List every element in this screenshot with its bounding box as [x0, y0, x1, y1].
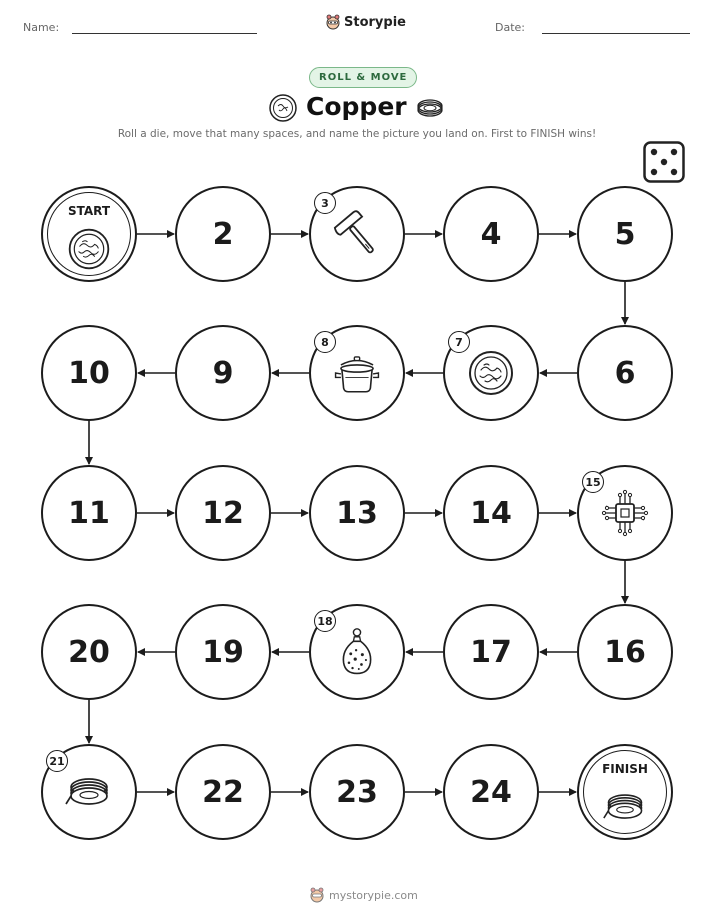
game-type-badge: ROLL & MOVE: [309, 67, 417, 88]
board-space-17[interactable]: [443, 604, 539, 700]
space-number: 17: [470, 634, 512, 670]
board-space-22[interactable]: [175, 744, 271, 840]
cooking-pot-icon: [332, 348, 382, 398]
board-space-8[interactable]: [309, 325, 405, 421]
board-space-2[interactable]: [175, 186, 271, 282]
space-number: 22: [202, 774, 244, 810]
space-number-badge: 18: [314, 610, 336, 632]
space-number-badge: 8: [314, 331, 336, 353]
space-number: 9: [212, 355, 234, 391]
finish-space[interactable]: [577, 744, 673, 840]
board-space-21[interactable]: [41, 744, 137, 840]
space-number-badge: 3: [314, 192, 336, 214]
board-space-19[interactable]: [175, 604, 271, 700]
footer-site: mystorypie.com: [329, 888, 418, 902]
finish-label: FINISH: [602, 762, 648, 776]
space-number: 12: [202, 495, 244, 531]
space-number-badge: 7: [448, 331, 470, 353]
board-space-18[interactable]: [309, 604, 405, 700]
footer: [310, 887, 418, 903]
space-number: 5: [614, 216, 636, 252]
board-space-7[interactable]: [443, 325, 539, 421]
circuit-chip-icon: [600, 488, 650, 538]
board-space-12[interactable]: [175, 465, 271, 561]
space-number: 20: [68, 634, 110, 670]
board-space-13[interactable]: [309, 465, 405, 561]
copper-wire-coil-icon: [64, 767, 114, 817]
footer-mascot-icon: [310, 887, 324, 903]
space-number: 24: [470, 774, 512, 810]
space-number: 23: [336, 774, 378, 810]
page-title: Copper: [306, 92, 407, 121]
space-number-badge: 15: [582, 471, 604, 493]
space-number: 10: [68, 355, 110, 391]
board-space-11[interactable]: [41, 465, 137, 561]
board-space-10[interactable]: [41, 325, 137, 421]
board-space-5[interactable]: [577, 186, 673, 282]
date-label: Date:: [495, 21, 525, 34]
space-number: 6: [614, 355, 636, 391]
board-space-14[interactable]: [443, 465, 539, 561]
space-number: 19: [202, 634, 244, 670]
space-number: 2: [212, 216, 234, 252]
copper-coin-icon: [466, 348, 516, 398]
copper-wire-coil-icon: [602, 784, 648, 830]
start-space[interactable]: [41, 186, 137, 282]
board-space-6[interactable]: [577, 325, 673, 421]
space-number: 13: [336, 495, 378, 531]
copper-ore-icon: [332, 627, 382, 677]
board-space-23[interactable]: [309, 744, 405, 840]
name-label: Name:: [23, 21, 60, 34]
board-space-16[interactable]: [577, 604, 673, 700]
space-number: 16: [604, 634, 646, 670]
board-space-3[interactable]: [309, 186, 405, 282]
board-space-24[interactable]: [443, 744, 539, 840]
hammer-icon: [332, 209, 382, 259]
space-number: 4: [480, 216, 502, 252]
space-number: 11: [68, 495, 110, 531]
space-number-badge: 21: [46, 750, 68, 772]
board-space-4[interactable]: [443, 186, 539, 282]
board-space-20[interactable]: [41, 604, 137, 700]
copper-coin-icon: [66, 226, 112, 272]
brand-name: Storypie: [344, 14, 406, 30]
board-space-15[interactable]: [577, 465, 673, 561]
start-label: START: [67, 204, 111, 218]
space-number: 14: [470, 495, 512, 531]
instructions: Roll a die, move that many spaces, and name the picture you land on. First to FINISH wins!: [117, 128, 597, 140]
board-space-9[interactable]: [175, 325, 271, 421]
